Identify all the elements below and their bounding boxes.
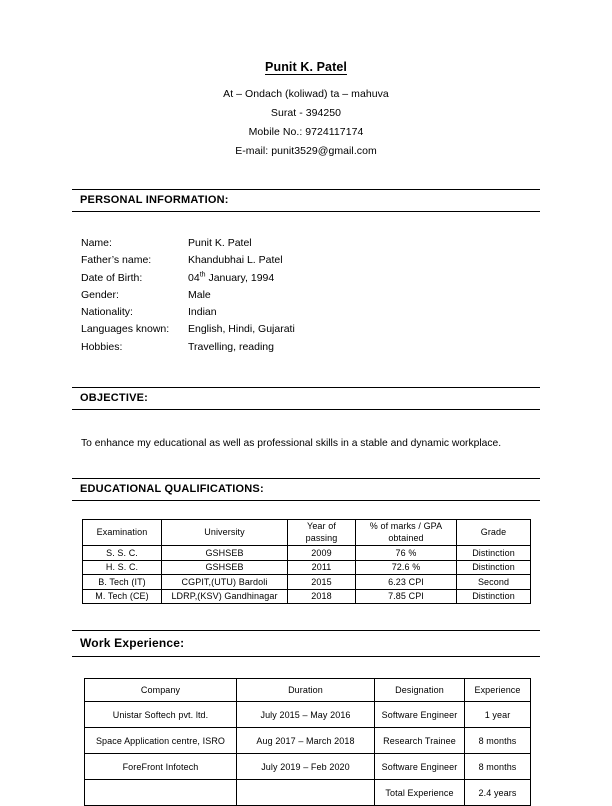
cell-examination: H. S. C.: [83, 560, 162, 575]
personal-info-label: Name:: [81, 237, 112, 249]
cell-duration: [237, 780, 375, 806]
column-header-university: University: [162, 520, 288, 546]
personal-info-value: Travelling, reading: [188, 340, 274, 353]
cell-designation: Software Engineer: [375, 702, 465, 728]
cell-grade: Distinction: [457, 589, 531, 604]
cell-company: Space Application centre, ISRO: [85, 728, 237, 754]
personal-info-value: [188, 270, 540, 287]
list-item: [81, 321, 540, 338]
personal-info-value: Indian: [188, 306, 217, 319]
cell-examination: M. Tech (CE): [83, 589, 162, 604]
personal-info-label: Gender:: [81, 288, 119, 301]
column-header-examination: Examination: [83, 520, 162, 546]
section-header-personal-information: PERSONAL INFORMATION:: [72, 189, 540, 212]
cell-marks: 7.85 CPI: [356, 589, 457, 604]
list-item: [81, 235, 540, 252]
table-row: [83, 589, 531, 604]
dob-ordinal-suffix: th: [199, 271, 206, 279]
cell-company: [85, 780, 237, 806]
cell-marks: 72.6 %: [356, 560, 457, 575]
cell-year: 2011: [288, 560, 356, 575]
list-item: [81, 287, 540, 304]
cell-duration: Aug 2017 – March 2018: [237, 728, 375, 754]
document-header: [72, 0, 540, 161]
column-header-company: Company: [85, 679, 237, 702]
cell-grade: Distinction: [457, 546, 531, 561]
section-header-work-experience: Work Experience:: [72, 630, 540, 657]
address-line-2: Surat - 394250: [270, 107, 342, 119]
cell-marks: 6.23 CPI: [356, 575, 457, 590]
cell-duration: July 2019 – Feb 2020: [237, 754, 375, 780]
mobile-number: Mobile No.: 9724117174: [248, 126, 364, 138]
table-row: [83, 546, 531, 561]
cell-university: CGPIT,(UTU) Bardoli: [162, 575, 288, 590]
objective-text: To enhance my educational as well as professional skills in a stable and dynamic workplace.: [81, 438, 502, 450]
education-table-wrapper: [72, 519, 540, 604]
column-header-grade: Grade: [457, 520, 531, 546]
list-item: [81, 270, 540, 287]
cell-designation: Software Engineer: [375, 754, 465, 780]
email-address: E-mail: punit3529@gmail.com: [235, 145, 377, 157]
personal-info-value: English, Hindi, Gujarati: [188, 323, 295, 336]
cell-university: GSHSEB: [162, 546, 288, 561]
section-header-objective: OBJECTIVE:: [72, 387, 540, 410]
table-row: [83, 575, 531, 590]
table-header-row: [83, 520, 531, 546]
cell-grade: Second: [457, 575, 531, 590]
table-row: [85, 780, 531, 806]
list-item: [81, 252, 540, 269]
table-header-row: [85, 679, 531, 702]
column-header-marks-gpa: % of marks / GPA obtained: [356, 520, 457, 546]
personal-info-value: Khandubhai L. Patel: [188, 254, 283, 267]
cell-duration: July 2015 – May 2016: [237, 702, 375, 728]
personal-information-list: [72, 235, 540, 356]
table-row: [83, 560, 531, 575]
cell-company: Unistar Softech pvt. ltd.: [85, 702, 237, 728]
cell-designation: Research Trainee: [375, 728, 465, 754]
cell-experience: 1 year: [465, 702, 531, 728]
cell-year: 2015: [288, 575, 356, 590]
address-line-1: At – Ondach (koliwad) ta – mahuva: [223, 88, 389, 100]
personal-info-label: Date of Birth:: [81, 271, 143, 284]
personal-info-label: Languages known:: [81, 323, 170, 336]
work-experience-table: [84, 678, 531, 806]
cell-university: LDRP,(KSV) Gandhinagar: [162, 589, 288, 604]
personal-info-value: Male: [188, 288, 211, 301]
column-header-duration: Duration: [237, 679, 375, 702]
cell-experience-total: 2.4 years: [465, 780, 531, 806]
personal-info-label: Hobbies:: [81, 340, 123, 353]
list-item: [81, 339, 540, 356]
column-header-year-of-passing: Year of passing: [288, 520, 356, 546]
candidate-name: Punit K. Patel: [265, 60, 347, 74]
table-row: [85, 702, 531, 728]
personal-info-value: Punit K. Patel: [188, 237, 252, 249]
dob-day: 04: [188, 271, 200, 284]
work-table-wrapper: [72, 678, 540, 806]
cell-examination: B. Tech (IT): [83, 575, 162, 590]
list-item: [81, 304, 540, 321]
personal-info-label: Nationality:: [81, 306, 133, 319]
education-table: [82, 519, 531, 604]
cell-year: 2009: [288, 546, 356, 561]
cell-designation-total: Total Experience: [375, 780, 465, 806]
table-row: [85, 754, 531, 780]
cell-grade: Distinction: [457, 560, 531, 575]
cell-university: GSHSEB: [162, 560, 288, 575]
column-header-designation: Designation: [375, 679, 465, 702]
cell-experience: 8 months: [465, 754, 531, 780]
personal-info-label: Father’s name:: [81, 254, 152, 267]
cell-company: ForeFront Infotech: [85, 754, 237, 780]
column-header-experience: Experience: [465, 679, 531, 702]
section-header-educational-qualifications: EDUCATIONAL QUALIFICATIONS:: [72, 478, 540, 501]
cell-year: 2018: [288, 589, 356, 604]
dob-month-year: January, 1994: [205, 271, 275, 284]
cell-marks: 76 %: [356, 546, 457, 561]
table-row: [85, 728, 531, 754]
cell-examination: S. S. C.: [83, 546, 162, 561]
cell-experience: 8 months: [465, 728, 531, 754]
